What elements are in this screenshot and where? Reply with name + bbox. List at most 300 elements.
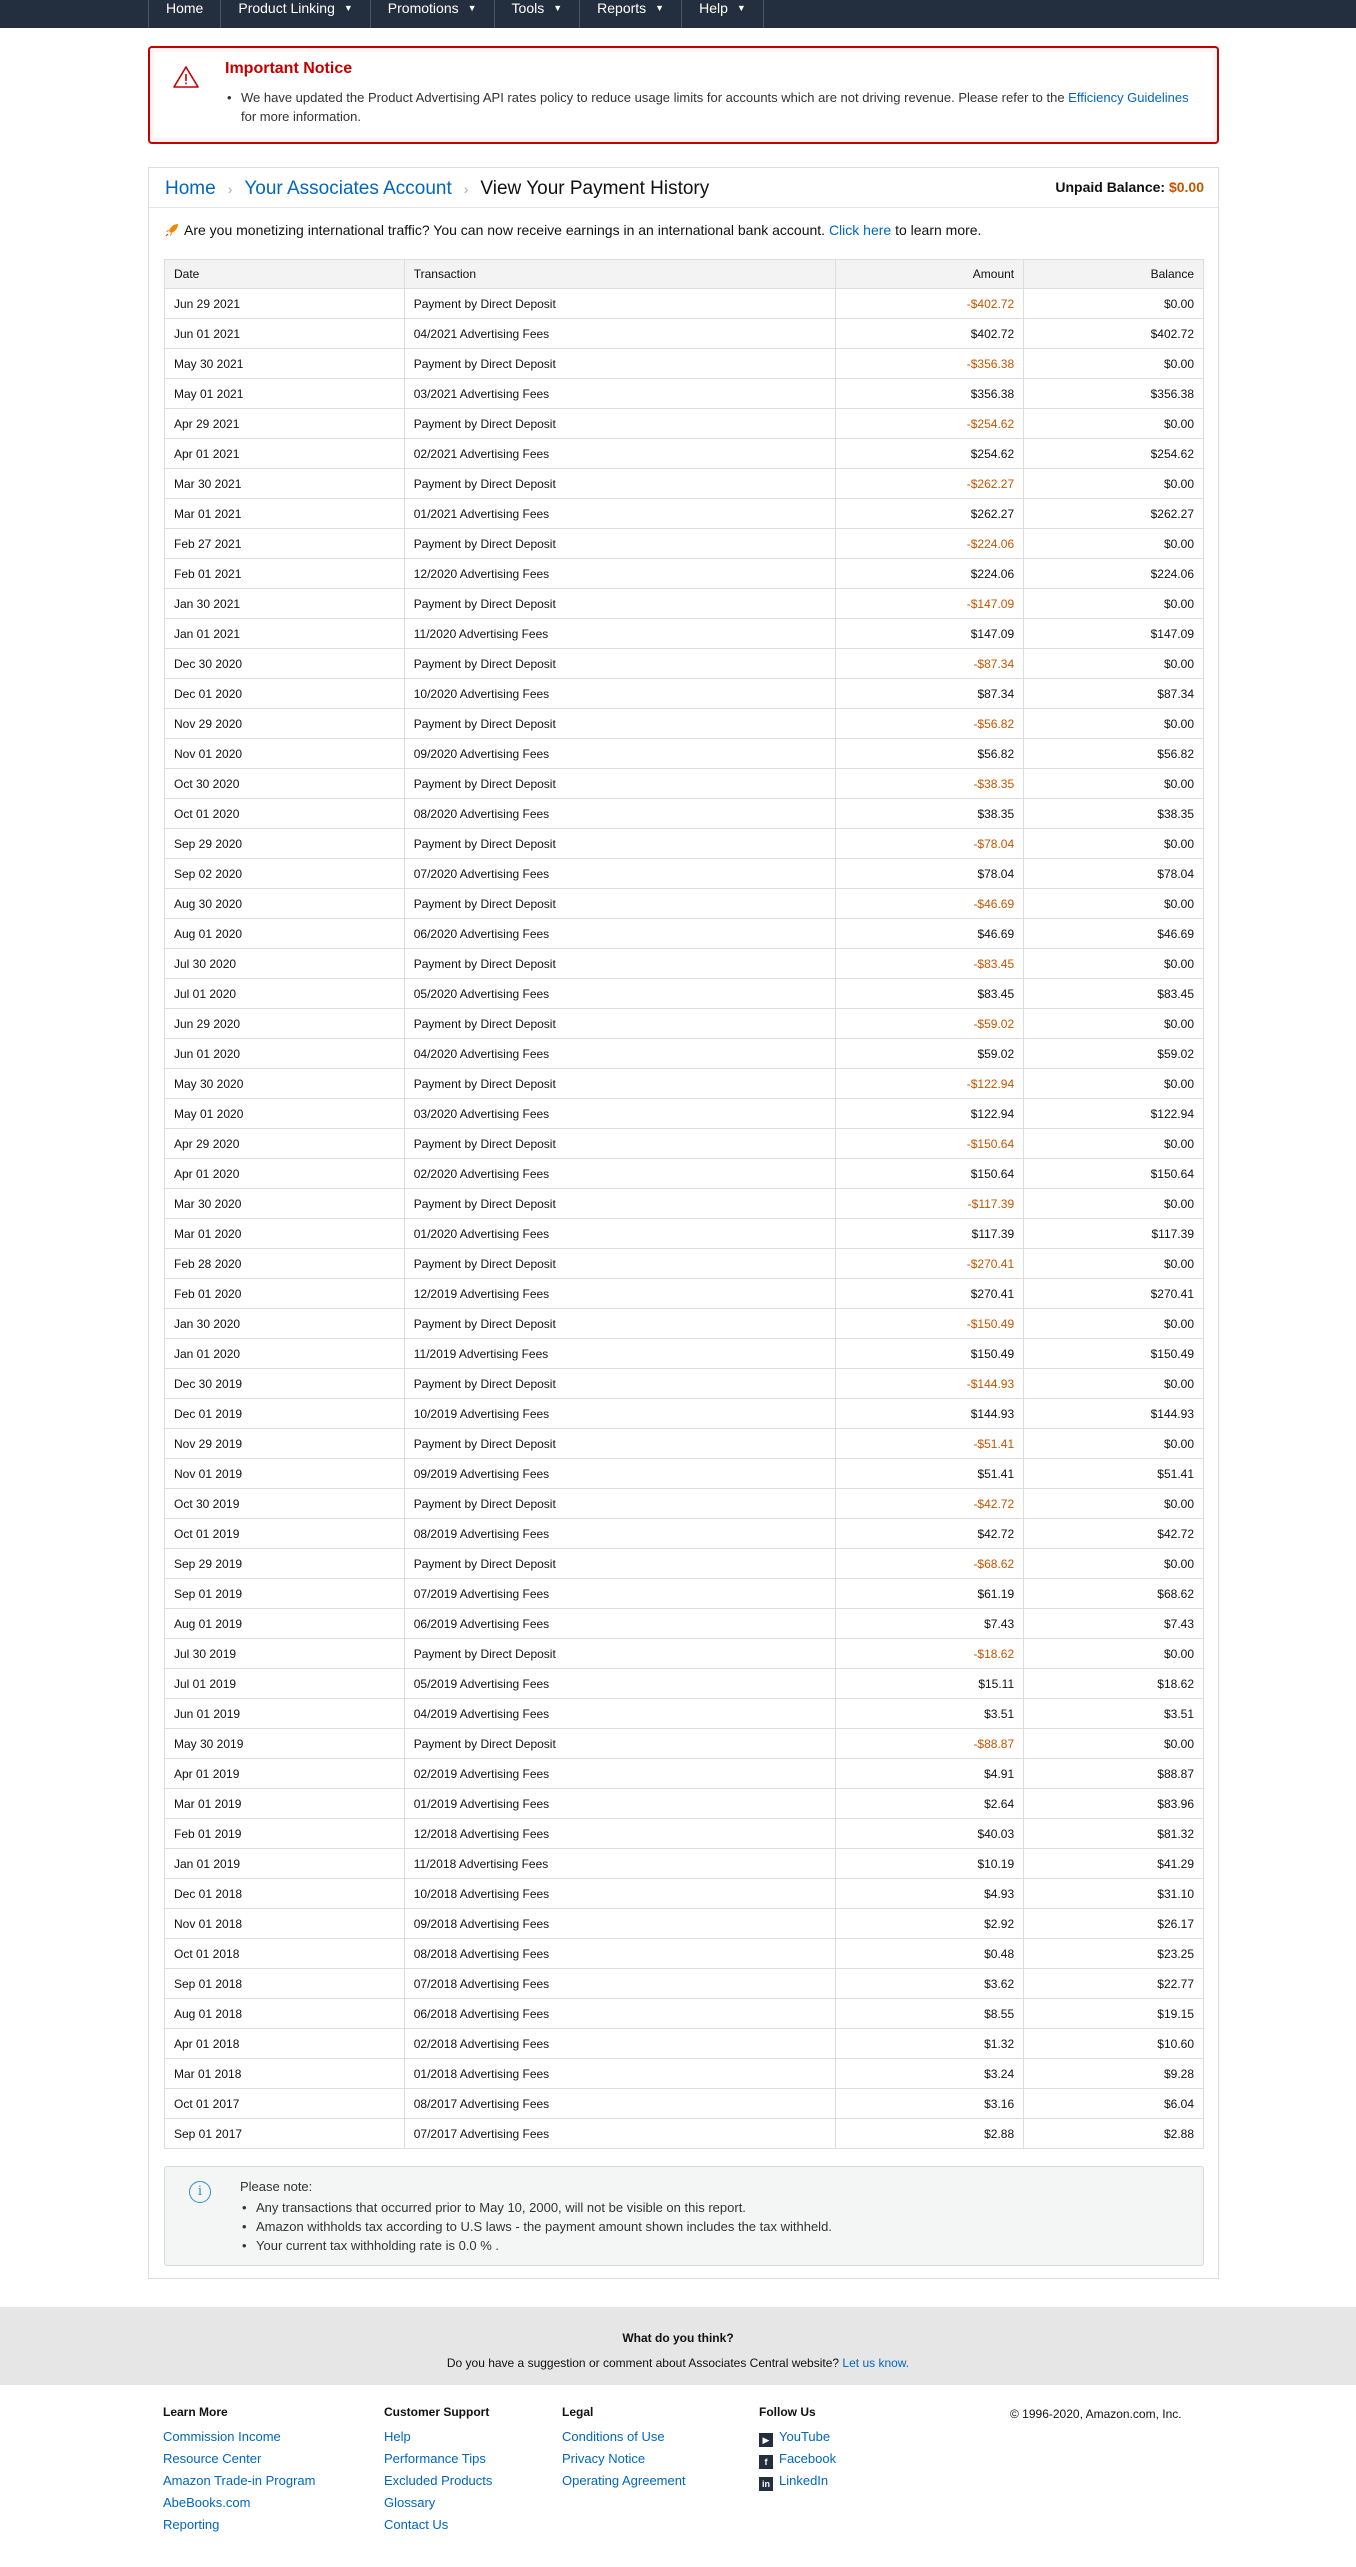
balance-cell: $22.77 [1024, 1969, 1204, 1999]
transaction-cell: Payment by Direct Deposit [404, 349, 836, 379]
balance-cell: $0.00 [1024, 889, 1204, 919]
note-item: • Amazon withholds tax according to U.S laws - the payment amount shown includes the tax withheld. [240, 2217, 832, 2236]
transaction-cell: Payment by Direct Deposit [404, 829, 836, 859]
balance-cell: $270.41 [1024, 1279, 1204, 1309]
transaction-cell: 03/2021 Advertising Fees [404, 379, 836, 409]
table-row [165, 679, 1204, 709]
transaction-cell: 05/2020 Advertising Fees [404, 979, 836, 1009]
notice-list [225, 88, 1205, 126]
date-cell: Jan 30 2021 [165, 589, 405, 619]
table-row [165, 829, 1204, 859]
nav-item-reports[interactable]: Reports ▼ [579, 0, 681, 28]
amount-cell: $147.09 [836, 619, 1024, 649]
info-icon: i [189, 2181, 211, 2203]
balance-cell: $38.35 [1024, 799, 1204, 829]
amount-cell: -$51.41 [836, 1429, 1024, 1459]
transaction-cell: Payment by Direct Deposit [404, 1129, 836, 1159]
table-row [165, 1189, 1204, 1219]
caret-down-icon: ▼ [343, 3, 353, 13]
transaction-cell: 04/2021 Advertising Fees [404, 319, 836, 349]
amount-cell: $4.91 [836, 1759, 1024, 1789]
table-row [165, 1969, 1204, 1999]
table-row [165, 949, 1204, 979]
amount-cell: -$402.72 [836, 289, 1024, 319]
column-header-date: Date [165, 260, 405, 289]
transaction-cell: 01/2021 Advertising Fees [404, 499, 836, 529]
transaction-cell: 01/2019 Advertising Fees [404, 1789, 836, 1819]
nav-item-help[interactable]: Help ▼ [681, 0, 764, 28]
date-cell: Nov 29 2019 [165, 1429, 405, 1459]
table-row [165, 1669, 1204, 1699]
column-header-balance: Balance [1024, 260, 1204, 289]
amount-cell: $3.62 [836, 1969, 1024, 1999]
balance-cell: $7.43 [1024, 1609, 1204, 1639]
table-row [165, 1159, 1204, 1189]
footer-link-facebook[interactable]: f Facebook [759, 2448, 836, 2470]
footer-learn-more [163, 2405, 315, 2536]
transaction-cell: 09/2020 Advertising Fees [404, 739, 836, 769]
balance-cell: $0.00 [1024, 1129, 1204, 1159]
transaction-cell: Payment by Direct Deposit [404, 1069, 836, 1099]
table-row [165, 2119, 1204, 2149]
date-cell: Feb 01 2020 [165, 1279, 405, 1309]
unpaid-balance-amount: $0.00 [1168, 179, 1204, 195]
footer-link-reporting[interactable]: Reporting [163, 2517, 220, 2532]
efficiency-guidelines-link[interactable]: Efficiency Guidelines [1068, 90, 1189, 105]
table-row [165, 1399, 1204, 1429]
amount-cell: $51.41 [836, 1459, 1024, 1489]
note-list [240, 2198, 832, 2255]
balance-cell: $117.39 [1024, 1219, 1204, 1249]
transaction-cell: 08/2018 Advertising Fees [404, 1939, 836, 1969]
footer-heading: Customer Support [384, 2405, 490, 2419]
amount-cell: -$56.82 [836, 709, 1024, 739]
balance-cell: $0.00 [1024, 409, 1204, 439]
feedback-band [0, 2307, 1356, 2385]
table-row [165, 1999, 1204, 2029]
balance-cell: $59.02 [1024, 1039, 1204, 1069]
balance-cell: $0.00 [1024, 1429, 1204, 1459]
balance-cell: $254.62 [1024, 439, 1204, 469]
nav-item-promotions[interactable]: Promotions ▼ [370, 0, 494, 28]
date-cell: Aug 01 2018 [165, 1999, 405, 2029]
important-notice [148, 46, 1219, 144]
footer-link-abebooks[interactable]: AbeBooks.com [163, 2495, 251, 2510]
transaction-cell: 12/2020 Advertising Fees [404, 559, 836, 589]
date-cell: Sep 01 2019 [165, 1579, 405, 1609]
amount-cell: $117.39 [836, 1219, 1024, 1249]
balance-cell: $31.10 [1024, 1879, 1204, 1909]
table-row [165, 1339, 1204, 1369]
table-row [165, 619, 1204, 649]
balance-cell: $0.00 [1024, 1489, 1204, 1519]
footer-customer-support [384, 2405, 492, 2536]
footer-link-linkedin[interactable]: in LinkedIn [759, 2470, 836, 2492]
date-cell: Jan 01 2020 [165, 1339, 405, 1369]
click-here-link[interactable]: Click here [828, 222, 892, 238]
warning-icon [172, 65, 200, 89]
balance-cell: $6.04 [1024, 2089, 1204, 2119]
nav-item-home[interactable]: Home [148, 0, 220, 28]
table-row [165, 649, 1204, 679]
footer [0, 2385, 1356, 2567]
date-cell: May 01 2020 [165, 1099, 405, 1129]
balance-cell: $87.34 [1024, 679, 1204, 709]
date-cell: Oct 01 2018 [165, 1939, 405, 1969]
date-cell: Aug 01 2020 [165, 919, 405, 949]
table-row [165, 1939, 1204, 1969]
balance-cell: $10.60 [1024, 2029, 1204, 2059]
amount-cell: $10.19 [836, 1849, 1024, 1879]
balance-cell: $150.64 [1024, 1159, 1204, 1189]
transaction-cell: 04/2020 Advertising Fees [404, 1039, 836, 1069]
breadcrumb-account-link[interactable]: Your Associates Account [244, 178, 452, 199]
nav-item-product-linking[interactable]: Product Linking ▼ [220, 0, 369, 28]
table-row [165, 559, 1204, 589]
amount-cell: $4.93 [836, 1879, 1024, 1909]
date-cell: Dec 01 2020 [165, 679, 405, 709]
feedback-question: What do you think? [622, 2331, 734, 2345]
transaction-cell: 01/2020 Advertising Fees [404, 1219, 836, 1249]
rocket-icon [165, 223, 179, 237]
transaction-cell: Payment by Direct Deposit [404, 1729, 836, 1759]
date-cell: Dec 01 2018 [165, 1879, 405, 1909]
date-cell: Oct 01 2020 [165, 799, 405, 829]
linkedin-icon: in [759, 2477, 773, 2491]
international-banner: Are you monetizing international traffic? You can now receive earnings in an international bank account. Click here to learn more. [165, 222, 981, 238]
table-row [165, 769, 1204, 799]
table-row [165, 1759, 1204, 1789]
table-row [165, 889, 1204, 919]
table-row [165, 799, 1204, 829]
amount-cell: $3.51 [836, 1699, 1024, 1729]
footer-link-resource-center[interactable]: Resource Center [163, 2451, 262, 2466]
amount-cell: $8.55 [836, 1999, 1024, 2029]
amount-cell: $38.35 [836, 799, 1024, 829]
balance-cell: $224.06 [1024, 559, 1204, 589]
balance-cell: $0.00 [1024, 709, 1204, 739]
date-cell: Mar 01 2021 [165, 499, 405, 529]
balance-cell: $56.82 [1024, 739, 1204, 769]
balance-cell: $0.00 [1024, 1309, 1204, 1339]
balance-cell: $150.49 [1024, 1339, 1204, 1369]
payment-history-table [164, 259, 1204, 2149]
transaction-cell: 10/2019 Advertising Fees [404, 1399, 836, 1429]
amount-cell: -$78.04 [836, 829, 1024, 859]
balance-cell: $41.29 [1024, 1849, 1204, 1879]
date-cell: Jan 01 2021 [165, 619, 405, 649]
balance-cell: $0.00 [1024, 1549, 1204, 1579]
balance-cell: $0.00 [1024, 1009, 1204, 1039]
amount-cell: $3.24 [836, 2059, 1024, 2089]
footer-link-privacy-notice[interactable]: Privacy Notice [562, 2451, 646, 2466]
table-body [165, 289, 1204, 2149]
table-row [165, 289, 1204, 319]
balance-cell: $402.72 [1024, 319, 1204, 349]
transaction-cell: 10/2018 Advertising Fees [404, 1879, 836, 1909]
balance-cell: $122.94 [1024, 1099, 1204, 1129]
please-note-box [164, 2166, 1204, 2266]
table-row [165, 589, 1204, 619]
date-cell: Nov 01 2019 [165, 1459, 405, 1489]
amount-cell: $356.38 [836, 379, 1024, 409]
balance-cell: $26.17 [1024, 1909, 1204, 1939]
footer-link-help[interactable]: Help [384, 2429, 411, 2444]
transaction-cell: 06/2019 Advertising Fees [404, 1609, 836, 1639]
transaction-cell: Payment by Direct Deposit [404, 649, 836, 679]
transaction-cell: 12/2019 Advertising Fees [404, 1279, 836, 1309]
date-cell: Mar 01 2020 [165, 1219, 405, 1249]
amount-cell: $402.72 [836, 319, 1024, 349]
page-title: View Your Payment History [480, 178, 710, 199]
transaction-cell: 02/2018 Advertising Fees [404, 2029, 836, 2059]
date-cell: Dec 30 2020 [165, 649, 405, 679]
date-cell: May 30 2020 [165, 1069, 405, 1099]
amount-cell: -$224.06 [836, 529, 1024, 559]
table-row [165, 1909, 1204, 1939]
column-header-amount: Amount [836, 260, 1024, 289]
amount-cell: -$147.09 [836, 589, 1024, 619]
balance-cell: $83.96 [1024, 1789, 1204, 1819]
copyright: © 1996-2020, Amazon.com, Inc. [1010, 2407, 1182, 2421]
footer-link-contact-us[interactable]: Contact Us [384, 2517, 449, 2532]
footer-legal [562, 2405, 686, 2492]
table-row [165, 1099, 1204, 1129]
transaction-cell: 02/2020 Advertising Fees [404, 1159, 836, 1189]
table-row [165, 2059, 1204, 2089]
footer-heading: Follow Us [759, 2405, 816, 2419]
balance-cell: $42.72 [1024, 1519, 1204, 1549]
amount-cell: $144.93 [836, 1399, 1024, 1429]
note-item: • Any transactions that occurred prior to May 10, 2000, will not be visible on this report. [240, 2198, 832, 2217]
amount-cell: -$18.62 [836, 1639, 1024, 1669]
balance-cell: $0.00 [1024, 1189, 1204, 1219]
balance-cell: $0.00 [1024, 289, 1204, 319]
balance-cell: $0.00 [1024, 469, 1204, 499]
balance-cell: $23.25 [1024, 1939, 1204, 1969]
notice-text: • We have updated the Product Advertising API rates policy to reduce usage limits for accounts which are not driving revenue. Please refer to the Efficiency Guidelines for more information. [225, 88, 1205, 126]
table-row [165, 1519, 1204, 1549]
transaction-cell: 08/2017 Advertising Fees [404, 2089, 836, 2119]
date-cell: Feb 01 2019 [165, 1819, 405, 1849]
table-row [165, 1129, 1204, 1159]
table-row [165, 1459, 1204, 1489]
footer-link-youtube[interactable]: ▶ YouTube [759, 2426, 836, 2448]
amount-cell: $87.34 [836, 679, 1024, 709]
footer-link-conditions-of-use[interactable]: Conditions of Use [562, 2429, 665, 2444]
transaction-cell: Payment by Direct Deposit [404, 1249, 836, 1279]
transaction-cell: Payment by Direct Deposit [404, 1309, 836, 1339]
table-row [165, 1369, 1204, 1399]
amount-cell: $78.04 [836, 859, 1024, 889]
transaction-cell: Payment by Direct Deposit [404, 289, 836, 319]
balance-cell: $46.69 [1024, 919, 1204, 949]
transaction-cell: 06/2020 Advertising Fees [404, 919, 836, 949]
amount-cell: $83.45 [836, 979, 1024, 1009]
transaction-cell: Payment by Direct Deposit [404, 589, 836, 619]
date-cell: Jul 30 2019 [165, 1639, 405, 1669]
breadcrumb-home-link[interactable]: Home [165, 178, 216, 199]
date-cell: Sep 29 2019 [165, 1549, 405, 1579]
transaction-cell: 07/2017 Advertising Fees [404, 2119, 836, 2149]
amount-cell: $3.16 [836, 2089, 1024, 2119]
transaction-cell: Payment by Direct Deposit [404, 409, 836, 439]
balance-cell: $88.87 [1024, 1759, 1204, 1789]
footer-link-operating-agreement[interactable]: Operating Agreement [562, 2473, 686, 2488]
transaction-cell: 06/2018 Advertising Fees [404, 1999, 836, 2029]
transaction-cell: Payment by Direct Deposit [404, 1429, 836, 1459]
date-cell: Feb 27 2021 [165, 529, 405, 559]
table-row [165, 979, 1204, 1009]
transaction-cell: Payment by Direct Deposit [404, 1369, 836, 1399]
table-row [165, 1699, 1204, 1729]
date-cell: Oct 01 2019 [165, 1519, 405, 1549]
date-cell: Nov 01 2020 [165, 739, 405, 769]
balance-cell: $83.45 [1024, 979, 1204, 1009]
transaction-cell: 10/2020 Advertising Fees [404, 679, 836, 709]
transaction-cell: Payment by Direct Deposit [404, 1189, 836, 1219]
date-cell: Jul 30 2020 [165, 949, 405, 979]
caret-down-icon: ▼ [553, 3, 563, 13]
footer-link-performance-tips[interactable]: Performance Tips [384, 2451, 486, 2466]
table-row [165, 379, 1204, 409]
date-cell: Jan 30 2020 [165, 1309, 405, 1339]
transaction-cell: 07/2020 Advertising Fees [404, 859, 836, 889]
date-cell: Apr 01 2018 [165, 2029, 405, 2059]
balance-cell: $0.00 [1024, 769, 1204, 799]
amount-cell: -$262.27 [836, 469, 1024, 499]
table-row [165, 739, 1204, 769]
amount-cell: $59.02 [836, 1039, 1024, 1069]
table-row [165, 1849, 1204, 1879]
date-cell: Jun 01 2020 [165, 1039, 405, 1069]
amount-cell: $42.72 [836, 1519, 1024, 1549]
date-cell: Aug 01 2019 [165, 1609, 405, 1639]
amount-cell: $15.11 [836, 1669, 1024, 1699]
footer-link-excluded-products[interactable]: Excluded Products [384, 2473, 493, 2488]
footer-link-glossary[interactable]: Glossary [384, 2495, 436, 2510]
table-row [165, 409, 1204, 439]
date-cell: Jun 29 2020 [165, 1009, 405, 1039]
table-row [165, 499, 1204, 529]
balance-cell: $18.62 [1024, 1669, 1204, 1699]
date-cell: May 01 2021 [165, 379, 405, 409]
table-row [165, 1819, 1204, 1849]
amount-cell: -$356.38 [836, 349, 1024, 379]
table-row [165, 1249, 1204, 1279]
date-cell: Oct 30 2019 [165, 1489, 405, 1519]
table-row [165, 1609, 1204, 1639]
date-cell: Oct 30 2020 [165, 769, 405, 799]
notice-title: Important Notice [225, 60, 353, 77]
payment-history-panel [148, 167, 1219, 2279]
transaction-cell: Payment by Direct Deposit [404, 1549, 836, 1579]
amount-cell: $2.92 [836, 1909, 1024, 1939]
date-cell: Sep 01 2018 [165, 1969, 405, 1999]
date-cell: Mar 30 2020 [165, 1189, 405, 1219]
transaction-cell: Payment by Direct Deposit [404, 1639, 836, 1669]
table-row [165, 349, 1204, 379]
breadcrumb [165, 176, 709, 202]
amount-cell: $254.62 [836, 439, 1024, 469]
date-cell: Oct 01 2017 [165, 2089, 405, 2119]
footer-follow-us [759, 2405, 836, 2492]
caret-down-icon: ▼ [736, 3, 746, 13]
date-cell: Jun 01 2021 [165, 319, 405, 349]
balance-cell: $9.28 [1024, 2059, 1204, 2089]
balance-cell: $0.00 [1024, 649, 1204, 679]
amount-cell: -$83.45 [836, 949, 1024, 979]
balance-cell: $0.00 [1024, 1369, 1204, 1399]
date-cell: Feb 01 2021 [165, 559, 405, 589]
transaction-cell: 08/2019 Advertising Fees [404, 1519, 836, 1549]
transaction-cell: Payment by Direct Deposit [404, 1009, 836, 1039]
transaction-cell: Payment by Direct Deposit [404, 889, 836, 919]
transaction-cell: Payment by Direct Deposit [404, 949, 836, 979]
amount-cell: -$38.35 [836, 769, 1024, 799]
balance-cell: $2.88 [1024, 2119, 1204, 2149]
balance-cell: $0.00 [1024, 1069, 1204, 1099]
amount-cell: $224.06 [836, 559, 1024, 589]
footer-link-trade-in[interactable]: Amazon Trade-in Program [163, 2473, 316, 2488]
transaction-cell: 12/2018 Advertising Fees [404, 1819, 836, 1849]
transaction-cell: 05/2019 Advertising Fees [404, 1669, 836, 1699]
balance-cell: $78.04 [1024, 859, 1204, 889]
unpaid-balance: Unpaid Balance: $0.00 [1055, 179, 1204, 195]
table-row [165, 1069, 1204, 1099]
table-header-row [165, 260, 1204, 289]
amount-cell: -$150.64 [836, 1129, 1024, 1159]
facebook-icon: f [759, 2455, 773, 2469]
amount-cell: $2.64 [836, 1789, 1024, 1819]
amount-cell: $40.03 [836, 1819, 1024, 1849]
date-cell: Apr 01 2019 [165, 1759, 405, 1789]
note-item: • Your current tax withholding rate is 0.0 % . [240, 2236, 832, 2255]
balance-cell: $3.51 [1024, 1699, 1204, 1729]
amount-cell: $61.19 [836, 1579, 1024, 1609]
amount-cell: $122.94 [836, 1099, 1024, 1129]
table-row [165, 529, 1204, 559]
transaction-cell: 07/2018 Advertising Fees [404, 1969, 836, 1999]
date-cell: Dec 30 2019 [165, 1369, 405, 1399]
transaction-cell: 01/2018 Advertising Fees [404, 2059, 836, 2089]
table-row [165, 319, 1204, 349]
breadcrumb-separator-icon: › [463, 181, 469, 197]
balance-cell: $0.00 [1024, 829, 1204, 859]
table-row [165, 1219, 1204, 1249]
transaction-cell: Payment by Direct Deposit [404, 529, 836, 559]
date-cell: Aug 30 2020 [165, 889, 405, 919]
date-cell: Nov 01 2018 [165, 1909, 405, 1939]
amount-cell: $150.64 [836, 1159, 1024, 1189]
amount-cell: $270.41 [836, 1279, 1024, 1309]
amount-cell: -$254.62 [836, 409, 1024, 439]
transaction-cell: 08/2020 Advertising Fees [404, 799, 836, 829]
amount-cell: -$87.34 [836, 649, 1024, 679]
date-cell: Sep 02 2020 [165, 859, 405, 889]
amount-cell: $7.43 [836, 1609, 1024, 1639]
table-row [165, 1039, 1204, 1069]
balance-cell: $19.15 [1024, 1999, 1204, 2029]
footer-link-commission-income[interactable]: Commission Income [163, 2429, 281, 2444]
nav-item-tools[interactable]: Tools ▼ [494, 0, 580, 28]
date-cell: Dec 01 2019 [165, 1399, 405, 1429]
table-row [165, 439, 1204, 469]
amount-cell: -$150.49 [836, 1309, 1024, 1339]
let-us-know-link[interactable]: Let us know. [842, 2356, 910, 2370]
balance-cell: $0.00 [1024, 1249, 1204, 1279]
amount-cell: -$68.62 [836, 1549, 1024, 1579]
